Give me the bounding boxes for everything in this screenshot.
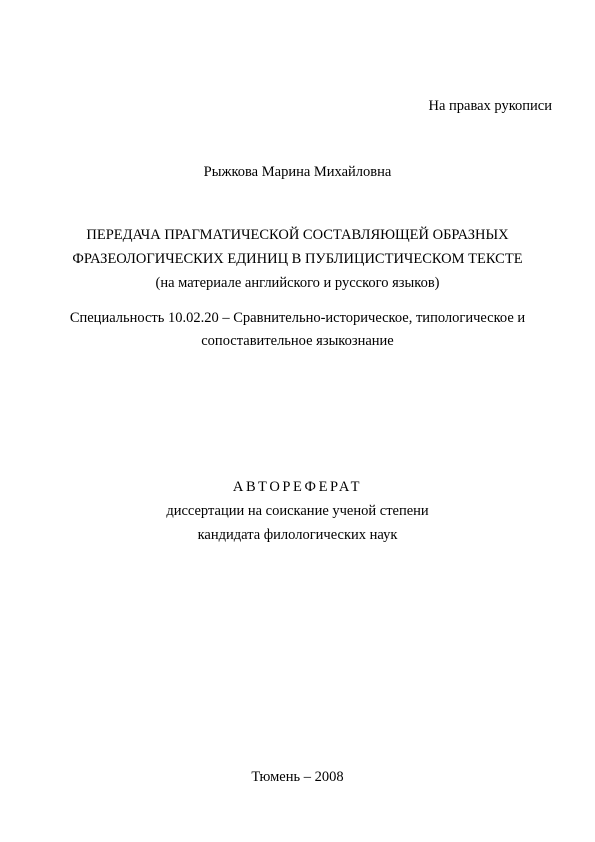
title-subtitle: (на материале английского и русского языков) [155,275,440,291]
rights-note: На правах рукописи [428,98,552,114]
title-line-1: ПЕРЕДАЧА ПРАГМАТИЧЕСКОЙ СОСТАВЛЯЮЩЕЙ ОБРАЗНЫХ [86,227,509,243]
specialty-line-1: Специальность 10.02.20 – Сравнительно-историческое, типологическое и [69,310,526,326]
document-type-heading: АВТОРЕФЕРАТ [232,479,363,495]
specialty-line-2: сопоставительное языкознание [201,333,394,349]
document-type-line-1: диссертации на соискание ученой степени [166,503,429,519]
author-name: Рыжкова Марина Михайловна [203,164,392,180]
title-line-2: ФРАЗЕОЛОГИЧЕСКИХ ЕДИНИЦ В ПУБЛИЦИСТИЧЕСКОМ ТЕКСТЕ [72,251,523,267]
document-type-line-2: кандидата филологических наук [197,527,398,543]
place-year: Тюмень – 2008 [251,769,344,785]
